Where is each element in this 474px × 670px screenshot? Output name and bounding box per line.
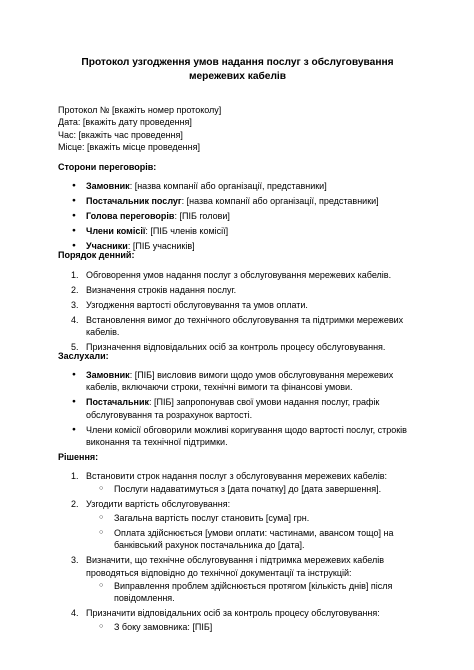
list-item: 1. Встановити строк надання послуг з обслуговування мережевих кабелів: ○ Послуги надаватимуться з [дата початку] до [дата завершення]. <box>58 470 418 496</box>
sub-list-item: ○ Оплата здійснюється [умови оплати: частинами, авансом тощо] на банківський рахунок постачальника до [дата]. <box>86 527 418 552</box>
sub-list <box>86 580 418 605</box>
list-item: 3. Визначити, що технічне обслуговування і підтримка мережевих кабелів проводяться відповідно до технічної документації та інструкцій: ○ Виправлення проблем здійснюється протягом [кількість днів] після повідомлення. <box>58 554 418 605</box>
document-title: Протокол узгодження умов надання послуг з обслуговування мережевих кабелів <box>81 57 394 82</box>
parties-list <box>58 180 418 255</box>
decisions-heading: Рішення: <box>58 452 99 462</box>
heard-heading: Заслухали: <box>58 351 109 361</box>
sub-list-item: ○ Загальна вартість послуг становить [сума] грн. <box>86 512 418 524</box>
protocol-meta <box>58 104 221 153</box>
list-item: 5. Призначення відповідальних осіб за контроль процесу обслуговування. <box>71 342 386 353</box>
parties-heading: Сторони переговорів: <box>58 162 157 172</box>
protocol-time: Час: [вкажіть час проведення] <box>58 129 183 140</box>
sub-list-item: ○ З боку замовника: [ПІБ] <box>86 621 418 633</box>
sub-list <box>86 512 418 552</box>
list-item: ● Голова переговорів: [ПІБ голови] <box>58 210 418 222</box>
protocol-date: Дата: [вкажіть дату проведення] <box>58 117 192 128</box>
agenda-list <box>58 269 418 356</box>
list-item: 4. Встановлення вимог до технічного обслуговування та підтримки мережевих кабелів. <box>71 315 404 338</box>
list-item: ● Члени комісії: [ПІБ членів комісії] <box>58 225 418 237</box>
list-item: ● Учасники: [ПІБ учасників] <box>58 240 418 252</box>
list-item: 4. Призначити відповідальних осіб за контроль процесу обслуговування: ○ З боку замовника: [ПІБ] <box>58 607 418 633</box>
sub-list <box>86 621 418 633</box>
list-item: ● Члени комісії обговорили можливі коригування щодо вартості послуг, строків виконання та технічної підтримки. <box>58 424 418 449</box>
list-item: ● Постачальник: [ПІБ] запропонував свої умови надання послуг, графік обслуговування та розрахунок вартості. <box>58 396 418 421</box>
list-item: 1. Обговорення умов надання послуг з обслуговування мережевих кабелів. <box>71 270 392 280</box>
protocol-number: Протокол № [вкажіть номер протоколу] <box>58 105 222 115</box>
list-item: 3. Узгодження вартості обслуговування та умов оплати. <box>71 300 308 310</box>
list-item: 2. Узгодити вартість обслуговування: ○ Загальна вартість послуг становить [сума] грн. ○ Оплата здійснюється [умови оплати: частинами, авансом тощо] на банківський рахунок постачальника до [дата]. <box>58 498 418 551</box>
list-item: 2. Визначення строків надання послуг. <box>71 285 237 295</box>
agenda-heading: Порядок денний: <box>58 250 135 260</box>
sub-list <box>86 483 418 495</box>
decisions-list <box>58 470 418 636</box>
protocol-place: Місце: [вкажіть місце проведення] <box>58 141 201 152</box>
heard-list <box>58 369 418 451</box>
list-item: ● Замовник: [ПІБ] висловив вимоги щодо умов обслуговування мережевих кабелів, включаючи строки, технічні вимоги та фінансові умови. <box>58 369 418 394</box>
list-item: ● Постачальник послуг: [назва компанії або організації, представники] <box>58 195 418 207</box>
list-item: ● Замовник: [назва компанії або організації, представники] <box>58 180 418 192</box>
sub-list-item: ○ Послуги надаватимуться з [дата початку] до [дата завершення]. <box>86 483 418 495</box>
sub-list-item: ○ Виправлення проблем здійснюється протягом [кількість днів] після повідомлення. <box>86 580 418 605</box>
